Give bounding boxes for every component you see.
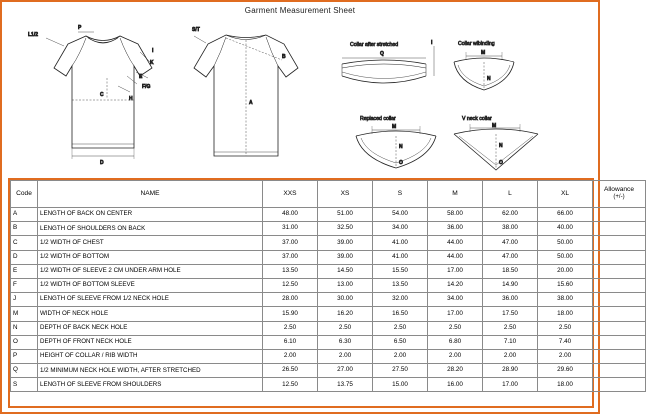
diagram-label-C: C xyxy=(100,92,104,98)
cell-value: 58.00 xyxy=(428,208,483,222)
cell-value: 50.00 xyxy=(538,250,593,264)
cell-value: 28.90 xyxy=(483,364,538,378)
cell-value: 2.00 xyxy=(483,349,538,363)
cell-value: 38.00 xyxy=(483,222,538,236)
cell-value: 41.00 xyxy=(373,250,428,264)
cell-value: 16.00 xyxy=(428,378,483,392)
cell-name: 1/2 WIDTH OF SLEEVE 2 CM UNDER ARM HOLE xyxy=(38,264,263,278)
cell-value: 15.60 xyxy=(538,278,593,292)
diagram-label-K: K xyxy=(150,60,154,66)
cell-value: 7.10 xyxy=(483,335,538,349)
diagram-label-L12: L1/2 xyxy=(28,32,39,38)
cell-value: 16.20 xyxy=(318,307,373,321)
cell-name: 1/2 WIDTH OF CHEST xyxy=(38,236,263,250)
cell-code: F xyxy=(11,278,38,292)
cell-value: 37.00 xyxy=(263,250,318,264)
cell-value: 2.50 xyxy=(428,321,483,335)
diagram-label-H: H xyxy=(129,96,133,102)
cell-value: 14.50 xyxy=(318,264,373,278)
cell-name: LENGTH OF SLEEVE FROM SHOULDERS xyxy=(38,378,263,392)
cell-value: 36.00 xyxy=(428,222,483,236)
cell-value: 2.50 xyxy=(538,321,593,335)
cell-value: 2.50 xyxy=(373,321,428,335)
measurement-table xyxy=(10,180,646,392)
cell-name: 1/2 MINIMUM NECK HOLE WIDTH, AFTER STRETCHED xyxy=(38,364,263,378)
cell-name: LENGTH OF SHOULDERS ON BACK xyxy=(38,222,263,236)
diagram-label-E: E xyxy=(139,74,143,80)
cell-value: 66.00 xyxy=(538,208,593,222)
header-name: NAME xyxy=(38,181,263,208)
cell-allowance xyxy=(593,307,646,321)
cell-code: N xyxy=(11,321,38,335)
cell-value: 12.50 xyxy=(263,378,318,392)
header-xl: XL xyxy=(538,181,593,208)
cell-name: 1/2 WIDTH OF BOTTOM SLEEVE xyxy=(38,278,263,292)
cell-code: E xyxy=(11,264,38,278)
cell-allowance xyxy=(593,335,646,349)
cell-value: 39.00 xyxy=(318,236,373,250)
page-title: Garment Measurement Sheet xyxy=(244,6,356,15)
garment-diagram-area xyxy=(6,16,596,176)
cell-value: 13.50 xyxy=(263,264,318,278)
cell-name: WIDTH OF NECK HOLE xyxy=(38,307,263,321)
cell-value: 2.00 xyxy=(428,349,483,363)
vneck-label-N: N xyxy=(499,143,503,149)
cell-value: 12.50 xyxy=(263,278,318,292)
cell-value: 38.00 xyxy=(538,293,593,307)
cell-allowance xyxy=(593,378,646,392)
cell-value: 44.00 xyxy=(428,236,483,250)
table-row xyxy=(11,349,646,363)
cell-value: 62.00 xyxy=(483,208,538,222)
cell-value: 6.80 xyxy=(428,335,483,349)
collar-label-Q: Q xyxy=(380,51,384,57)
cell-allowance xyxy=(593,222,646,236)
cell-value: 2.00 xyxy=(538,349,593,363)
cell-value: 26.50 xyxy=(263,364,318,378)
table-row xyxy=(11,250,646,264)
replaced-collar-drawing xyxy=(356,126,436,168)
cell-value: 15.00 xyxy=(373,378,428,392)
cell-value: 14.20 xyxy=(428,278,483,292)
cell-value: 6.50 xyxy=(373,335,428,349)
table-row xyxy=(11,364,646,378)
cell-allowance xyxy=(593,264,646,278)
header-xs: XS xyxy=(318,181,373,208)
cell-value: 16.50 xyxy=(373,307,428,321)
vneck-label-O: O xyxy=(499,160,503,166)
cell-value: 34.00 xyxy=(373,222,428,236)
cell-value: 2.00 xyxy=(318,349,373,363)
table-row xyxy=(11,208,646,222)
cell-value: 47.00 xyxy=(483,250,538,264)
cell-name: DEPTH OF FRONT NECK HOLE xyxy=(38,335,263,349)
cell-value: 30.00 xyxy=(318,293,373,307)
cell-code: S xyxy=(11,378,38,392)
cell-value: 15.50 xyxy=(373,264,428,278)
cell-value: 2.00 xyxy=(373,349,428,363)
diagram-label-I: I xyxy=(152,48,154,54)
cell-value: 13.00 xyxy=(318,278,373,292)
table-row xyxy=(11,236,646,250)
cell-value: 17.00 xyxy=(428,264,483,278)
cell-code: B xyxy=(11,222,38,236)
table-header-row xyxy=(11,181,646,208)
cell-code: O xyxy=(11,335,38,349)
cell-value: 27.50 xyxy=(373,364,428,378)
cell-value: 17.00 xyxy=(483,378,538,392)
cell-value: 2.00 xyxy=(263,349,318,363)
cell-allowance xyxy=(593,208,646,222)
cell-value: 6.10 xyxy=(263,335,318,349)
header-m: M xyxy=(428,181,483,208)
vneck-label-M: M xyxy=(492,123,497,129)
cell-value: 2.50 xyxy=(263,321,318,335)
repl-label-M: M xyxy=(392,124,397,130)
header-allowance xyxy=(593,181,646,208)
table-row xyxy=(11,321,646,335)
table-body xyxy=(11,208,646,392)
cell-value: 28.20 xyxy=(428,364,483,378)
cell-code: C xyxy=(11,236,38,250)
cell-value: 17.50 xyxy=(483,307,538,321)
diagram-label-B: B xyxy=(282,54,286,60)
cell-name: LENGTH OF SLEEVE FROM 1/2 NECK HOLE xyxy=(38,293,263,307)
cell-value: 50.00 xyxy=(538,236,593,250)
measurement-table-container xyxy=(8,178,635,408)
cell-value: 17.00 xyxy=(428,307,483,321)
cell-code: D xyxy=(11,250,38,264)
table-row xyxy=(11,278,646,292)
cell-name: 1/2 WIDTH OF BOTTOM xyxy=(38,250,263,264)
table-row xyxy=(11,378,646,392)
cell-allowance xyxy=(593,250,646,264)
cell-value: 14.90 xyxy=(483,278,538,292)
cell-allowance xyxy=(593,278,646,292)
panel-title-v-neck-collar: V neck collar xyxy=(462,116,492,122)
cell-value: 34.00 xyxy=(428,293,483,307)
table-row xyxy=(11,307,646,321)
cell-value: 51.00 xyxy=(318,208,373,222)
cell-value: 2.50 xyxy=(318,321,373,335)
cell-value: 32.50 xyxy=(318,222,373,236)
repl-label-N: N xyxy=(399,144,403,150)
cell-value: 36.00 xyxy=(483,293,538,307)
table-row xyxy=(11,264,646,278)
cell-allowance xyxy=(593,364,646,378)
cell-name: HEIGHT OF COLLAR / RIB WIDTH xyxy=(38,349,263,363)
cell-value: 41.00 xyxy=(373,236,428,250)
cell-value: 31.00 xyxy=(263,222,318,236)
panel-title-replaced-collar: Replaced collar xyxy=(360,116,396,122)
cell-value: 44.00 xyxy=(428,250,483,264)
table-row xyxy=(11,335,646,349)
cell-value: 54.00 xyxy=(373,208,428,222)
diagram-label-D: D xyxy=(100,160,104,166)
panel-title-collar-stretched: Collar after stretched xyxy=(350,42,399,48)
cell-name: DEPTH OF BACK NECK HOLE xyxy=(38,321,263,335)
cell-value: 28.00 xyxy=(263,293,318,307)
front-tshirt-drawing xyxy=(46,32,152,159)
cell-value: 29.60 xyxy=(538,364,593,378)
table-row xyxy=(11,222,646,236)
cell-name: LENGTH OF BACK ON CENTER xyxy=(38,208,263,222)
cell-value: 20.00 xyxy=(538,264,593,278)
cell-value: 2.50 xyxy=(483,321,538,335)
header-allowance-line2: (+/-) xyxy=(613,194,625,201)
cell-code: A xyxy=(11,208,38,222)
collar-label-I: I xyxy=(431,40,433,46)
header-l: L xyxy=(483,181,538,208)
cell-value: 18.00 xyxy=(538,307,593,321)
cell-code: P xyxy=(11,349,38,363)
cell-value: 6.30 xyxy=(318,335,373,349)
cell-code: M xyxy=(11,307,38,321)
cell-value: 13.50 xyxy=(373,278,428,292)
header-allowance-line1: Allowance xyxy=(603,186,635,194)
wib-label-N: N xyxy=(487,76,491,82)
diagram-label-P: P xyxy=(78,25,82,31)
cell-allowance xyxy=(593,321,646,335)
panel-title-collar-wibinding: Collar wibinding xyxy=(458,41,495,47)
diagram-label-FG: F/G xyxy=(142,84,151,90)
cell-value: 18.00 xyxy=(538,378,593,392)
cell-value: 40.00 xyxy=(538,222,593,236)
cell-value: 32.00 xyxy=(373,293,428,307)
diagram-label-ST: S/T xyxy=(192,27,200,33)
cell-value: 15.90 xyxy=(263,307,318,321)
table-row xyxy=(11,293,646,307)
header-xxs: XXS xyxy=(263,181,318,208)
wib-label-M: M xyxy=(481,50,486,56)
repl-label-O: O xyxy=(399,160,403,166)
cell-allowance xyxy=(593,236,646,250)
cell-value: 27.00 xyxy=(318,364,373,378)
cell-allowance xyxy=(593,349,646,363)
cell-code: J xyxy=(11,293,38,307)
header-code: Code xyxy=(11,181,38,208)
cell-value: 39.00 xyxy=(318,250,373,264)
cell-allowance xyxy=(593,293,646,307)
cell-value: 48.00 xyxy=(263,208,318,222)
header-s: S xyxy=(373,181,428,208)
cell-value: 13.75 xyxy=(318,378,373,392)
cell-value: 7.40 xyxy=(538,335,593,349)
cell-value: 18.50 xyxy=(483,264,538,278)
diagram-label-A: A xyxy=(249,100,253,106)
v-neck-collar-drawing xyxy=(454,124,538,170)
collar-wibinding-drawing xyxy=(454,52,514,90)
cell-value: 37.00 xyxy=(263,236,318,250)
cell-value: 47.00 xyxy=(483,236,538,250)
cell-code: Q xyxy=(11,364,38,378)
collar-after-stretched-drawing xyxy=(342,46,434,83)
